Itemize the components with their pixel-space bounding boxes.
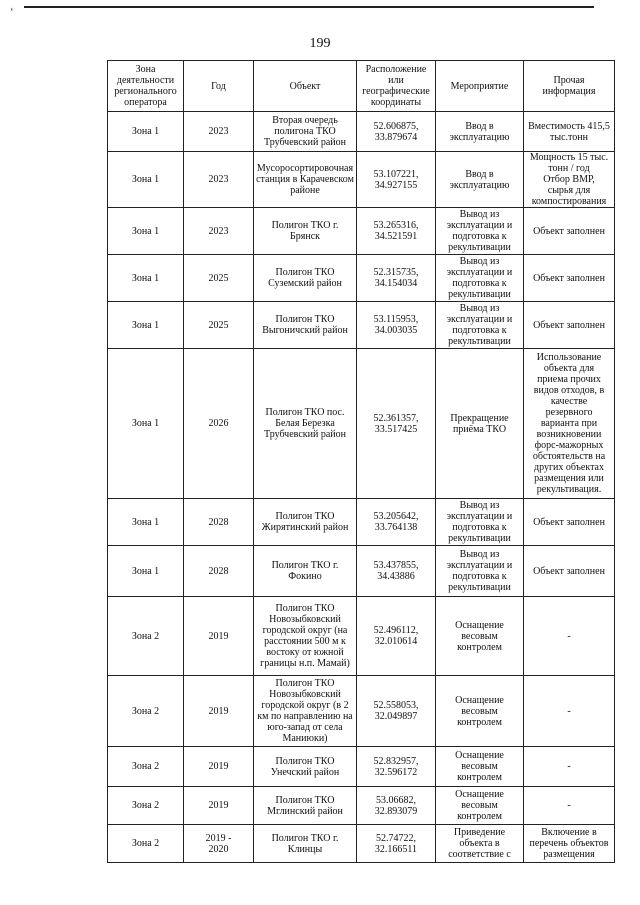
table-row (108, 302, 615, 349)
other-cell: Включение в перечень объектов размещения (524, 825, 615, 863)
registry-table (107, 60, 615, 863)
object-cell: Полигон ТКО г. Клинцы (254, 825, 357, 863)
other-cell: - (524, 747, 615, 787)
header-zone: Зона деятельности регионального оператора (108, 61, 184, 112)
location-cell: 52.74722, 32.166511 (357, 825, 436, 863)
location-cell: 52.361357, 33.517425 (357, 349, 436, 499)
year-cell: 2025 (184, 255, 254, 302)
object-cell: Полигон ТКО пос. Белая Березка Трубчевский район (254, 349, 357, 499)
measure-cell: Ввод в эксплуатацию (436, 152, 524, 208)
measure-cell: Оснащение весовым контролем (436, 676, 524, 747)
other-cell: Объект заполнен (524, 546, 615, 597)
measure-cell: Вывод из эксплуатации и подготовка к рекультивации (436, 499, 524, 546)
measure-cell: Вывод из эксплуатации и подготовка к рекультивации (436, 255, 524, 302)
table-row (108, 112, 615, 152)
zone-cell: Зона 1 (108, 546, 184, 597)
other-cell: Объект заполнен (524, 255, 615, 302)
location-cell: 53.06682, 32.893079 (357, 787, 436, 825)
corner-mark: ʻ (10, 6, 14, 18)
zone-cell: Зона 1 (108, 349, 184, 499)
year-cell: 2023 (184, 208, 254, 255)
object-cell: Полигон ТКО Жирятинский район (254, 499, 357, 546)
header-row (108, 61, 615, 112)
location-cell: 53.107221, 34.927155 (357, 152, 436, 208)
zone-cell: Зона 1 (108, 499, 184, 546)
table-row (108, 255, 615, 302)
location-cell: 52.558053, 32.049897 (357, 676, 436, 747)
location-cell: 53.437855, 34.43886 (357, 546, 436, 597)
year-cell: 2019 (184, 747, 254, 787)
table-row (108, 546, 615, 597)
header-other: Прочая информация (524, 61, 615, 112)
location-cell: 52.496112, 32.010614 (357, 597, 436, 676)
table-row (108, 747, 615, 787)
year-cell: 2019 (184, 676, 254, 747)
year-cell: 2026 (184, 349, 254, 499)
page-number: 199 (309, 36, 331, 51)
zone-cell: Зона 1 (108, 302, 184, 349)
header-object: Объект (254, 61, 357, 112)
other-cell: Объект заполнен (524, 208, 615, 255)
table-row (108, 499, 615, 546)
zone-cell: Зона 1 (108, 152, 184, 208)
other-cell: - (524, 676, 615, 747)
measure-cell: Ввод в эксплуатацию (436, 112, 524, 152)
header-measure: Мероприятие (436, 61, 524, 112)
other-cell: Мощность 15 тыс. тонн / год Отбор ВМР, сырья для компостирования (524, 152, 615, 208)
measure-cell: Оснащение весовым контролем (436, 597, 524, 676)
location-cell: 52.606875, 33.879674 (357, 112, 436, 152)
other-cell: - (524, 787, 615, 825)
zone-cell: Зона 1 (108, 255, 184, 302)
other-cell: Объект заполнен (524, 302, 615, 349)
header-year: Год (184, 61, 254, 112)
other-cell: Объект заполнен (524, 499, 615, 546)
zone-cell: Зона 2 (108, 787, 184, 825)
location-cell: 53.115953, 34.003035 (357, 302, 436, 349)
zone-cell: Зона 2 (108, 676, 184, 747)
year-cell: 2023 (184, 152, 254, 208)
table-row (108, 787, 615, 825)
object-cell: Полигон ТКО Унечский район (254, 747, 357, 787)
object-cell: Полигон ТКО г. Брянск (254, 208, 357, 255)
top-rule (24, 6, 594, 8)
measure-cell: Оснащение весовым контролем (436, 747, 524, 787)
year-cell: 2019 (184, 597, 254, 676)
table-row (108, 597, 615, 676)
measure-cell: Вывод из эксплуатации и подготовка к рекультивации (436, 208, 524, 255)
measure-cell: Прекращение приёма ТКО (436, 349, 524, 499)
object-cell: Полигон ТКО г. Фокино (254, 546, 357, 597)
table-row (108, 152, 615, 208)
location-cell: 52.315735, 34.154034 (357, 255, 436, 302)
object-cell: Мусоросортировочная станция в Карачевском районе (254, 152, 357, 208)
object-cell: Вторая очередь полигона ТКО Трубчевский район (254, 112, 357, 152)
year-cell: 2028 (184, 499, 254, 546)
table-row (108, 208, 615, 255)
table-row (108, 349, 615, 499)
year-cell: 2019 - 2020 (184, 825, 254, 863)
zone-cell: Зона 1 (108, 112, 184, 152)
object-cell: Полигон ТКО Мглинский район (254, 787, 357, 825)
object-cell: Полигон ТКО Суземский район (254, 255, 357, 302)
year-cell: 2028 (184, 546, 254, 597)
zone-cell: Зона 1 (108, 208, 184, 255)
location-cell: 52.832957, 32.596172 (357, 747, 436, 787)
measure-cell: Оснащение весовым контролем (436, 787, 524, 825)
year-cell: 2025 (184, 302, 254, 349)
zone-cell: Зона 2 (108, 747, 184, 787)
zone-cell: Зона 2 (108, 825, 184, 863)
other-cell: Вместимость 415,5 тыс.тонн (524, 112, 615, 152)
location-cell: 53.205642, 33.764138 (357, 499, 436, 546)
table-row (108, 825, 615, 863)
object-cell: Полигон ТКО Новозыбковский городской округ (на расстоянии 500 м к востоку от южной границы н.п. Мамай) (254, 597, 357, 676)
other-cell: Использование объекта для приема прочих видов отходов, в качестве резервного варианта при возникновении форс-мажорных обстоятельств на других объектах размещения или рекультивация. (524, 349, 615, 499)
year-cell: 2019 (184, 787, 254, 825)
object-cell: Полигон ТКО Новозыбковский городской округ (в 2 км по направлению на юго-запад от села Маниюки) (254, 676, 357, 747)
measure-cell: Вывод из эксплуатации и подготовка к рекультивации (436, 546, 524, 597)
measure-cell: Приведение объекта в соответствие с (436, 825, 524, 863)
other-cell: - (524, 597, 615, 676)
location-cell: 53.265316, 34.521591 (357, 208, 436, 255)
measure-cell: Вывод из эксплуатации и подготовка к рекультивации (436, 302, 524, 349)
header-location: Расположение или географические координаты (357, 61, 436, 112)
object-cell: Полигон ТКО Выгоничский район (254, 302, 357, 349)
table-row (108, 676, 615, 747)
zone-cell: Зона 2 (108, 597, 184, 676)
year-cell: 2023 (184, 112, 254, 152)
